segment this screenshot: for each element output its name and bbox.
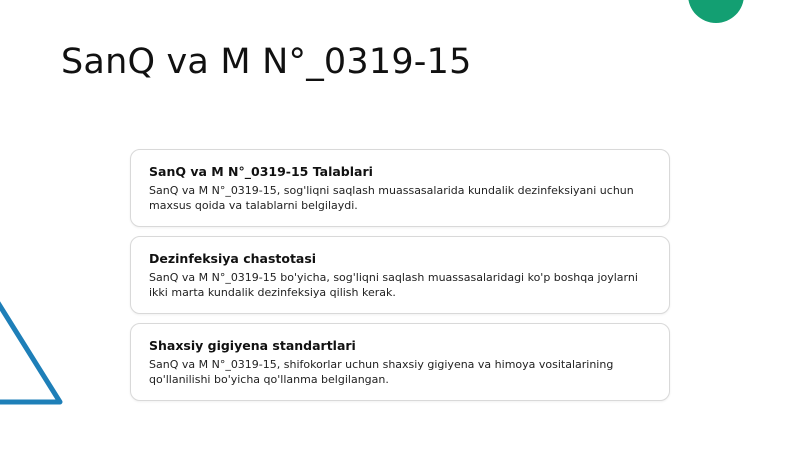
card-title: Dezinfeksiya chastotasi bbox=[149, 251, 317, 266]
decorative-triangle-outline bbox=[0, 280, 70, 410]
card-text: SanQ va M N°_0319-15, shifokorlar uchun shaxsiy gigiyena va himoya vositalarining qo'llanilishi bo'yicha qo'llanma belgilangan. bbox=[149, 358, 614, 386]
slide-title: SanQ va M N°_0319-15 bbox=[61, 42, 472, 82]
card-text: SanQ va M N°_0319-15, sog'liqni saqlash muassasalarida kundalik dezinfeksiyani uchun maxsus qoida va talablarni belgilaydi. bbox=[149, 184, 634, 212]
info-card-frequency bbox=[130, 236, 670, 314]
card-title: Shaxsiy gigiyena standartlari bbox=[149, 338, 356, 353]
info-card-hygiene bbox=[130, 323, 670, 401]
card-list bbox=[130, 149, 670, 410]
decorative-green-circle bbox=[688, 0, 744, 23]
card-text: SanQ va M N°_0319-15 bo'yicha, sog'liqni saqlash muassasalaridagi ko'p boshqa joylarni ikki marta kundalik dezinfeksiya qilish kerak. bbox=[149, 271, 638, 299]
card-title: SanQ va M N°_0319-15 Talablari bbox=[149, 164, 373, 179]
info-card-requirements bbox=[130, 149, 670, 227]
